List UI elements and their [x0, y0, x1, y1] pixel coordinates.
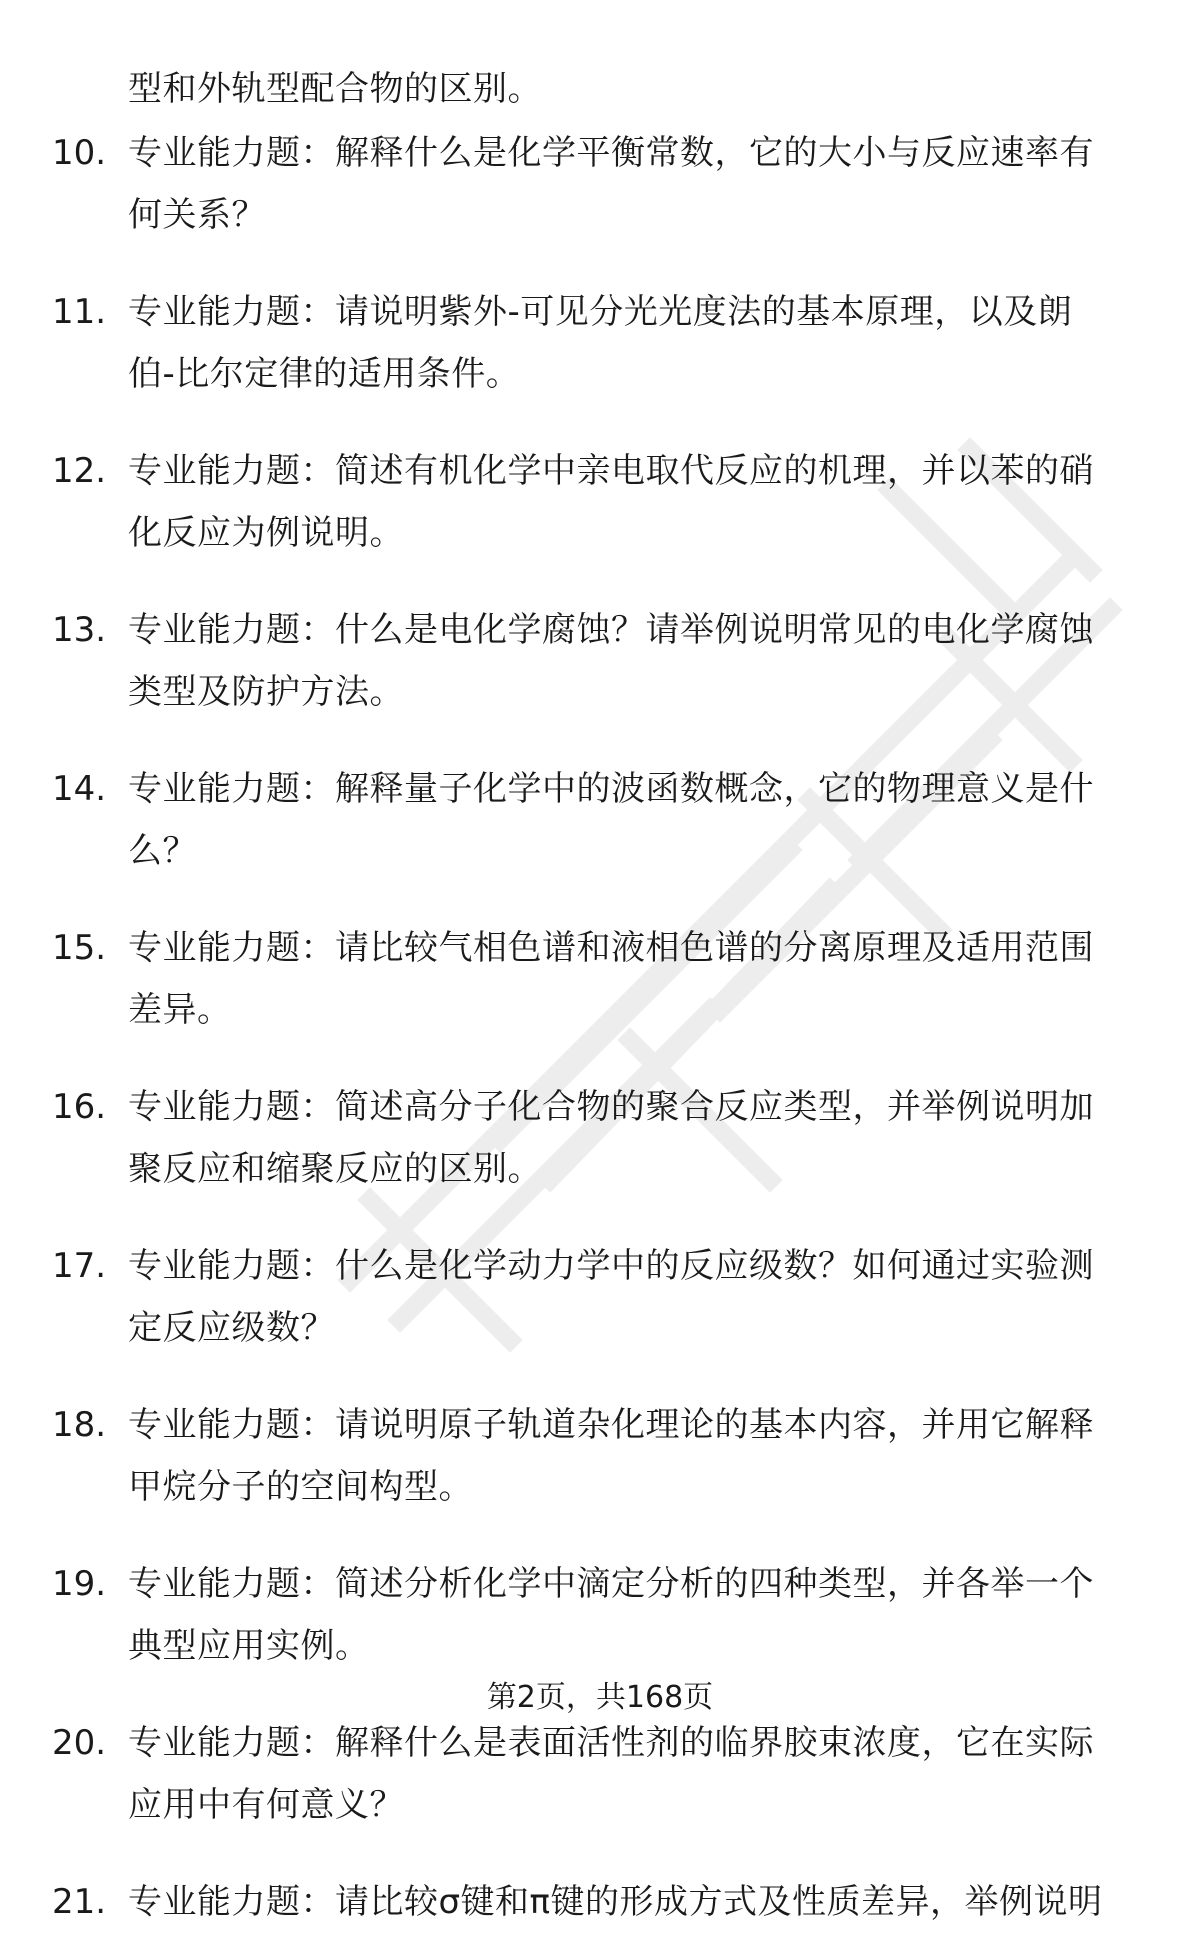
question-text-line: 专业能力题：什么是化学动力学中的反应级数？如何通过实验测	[128, 1246, 1094, 1286]
question-text	[128, 758, 1148, 882]
question-text-line: 甲烷分子的空间构型。	[128, 1467, 473, 1507]
question-number: 15.	[52, 928, 107, 968]
question-number: 19.	[52, 1564, 107, 1604]
question-text-line: 何关系？	[128, 195, 266, 235]
question-text-line: 么？	[128, 831, 197, 871]
question-number: 11.	[52, 292, 107, 332]
question-text	[128, 1394, 1148, 1518]
question-text-line: 专业能力题：简述高分子化合物的聚合反应类型，并举例说明加	[128, 1087, 1094, 1127]
question-number: 14.	[52, 769, 107, 809]
question-number: 20.	[52, 1723, 107, 1763]
question-text-line: 聚反应和缩聚反应的区别。	[128, 1149, 542, 1189]
question-text-line: 差异。	[128, 990, 232, 1030]
question-number: 10.	[52, 133, 107, 173]
page-number-footer: 第2页，共168页	[486, 1680, 714, 1715]
question-text-line: 专业能力题：解释什么是表面活性剂的临界胶束浓度，它在实际	[128, 1723, 1094, 1763]
question-text-line: 专业能力题：解释量子化学中的波函数概念，它的物理意义是什	[128, 769, 1094, 809]
question-text	[128, 599, 1148, 723]
question-text-line: 专业能力题：解释什么是化学平衡常数，它的大小与反应速率有	[128, 133, 1094, 173]
question-text	[128, 917, 1148, 1041]
question-number: 21.	[52, 1882, 107, 1922]
continued-text: 型和外轨型配合物的区别。	[128, 69, 542, 109]
question-text-line: 专业能力题：请说明原子轨道杂化理论的基本内容，并用它解释	[128, 1405, 1094, 1445]
question-text-line: 类型及防护方法。	[128, 672, 404, 712]
question-number: 16.	[52, 1087, 107, 1127]
question-text	[128, 1235, 1148, 1359]
question-text-line: 典型应用实例。	[128, 1626, 370, 1666]
question-text	[128, 1553, 1148, 1677]
question-number: 18.	[52, 1405, 107, 1445]
question-number: 17.	[52, 1246, 107, 1286]
question-text-line: 专业能力题：请比较σ键和π键的形成方式及性质差异，举例说明	[128, 1882, 1103, 1922]
question-text-line: 应用中有何意义？	[128, 1785, 404, 1825]
question-text-line: 化反应为例说明。	[128, 513, 404, 553]
question-text-line: 专业能力题：什么是电化学腐蚀？请举例说明常见的电化学腐蚀	[128, 610, 1094, 650]
question-number: 13.	[52, 610, 107, 650]
question-text-line: 定反应级数？	[128, 1308, 335, 1348]
question-text	[128, 1076, 1148, 1200]
question-number: 12.	[52, 451, 107, 491]
question-text	[128, 281, 1148, 405]
question-text-line: 专业能力题：请说明紫外-可见分光光度法的基本原理，以及朗	[128, 292, 1073, 332]
question-text-line: 专业能力题：简述有机化学中亲电取代反应的机理，并以苯的硝	[128, 451, 1094, 491]
question-text	[128, 1712, 1148, 1836]
question-text	[128, 440, 1148, 564]
question-text-line: 专业能力题：简述分析化学中滴定分析的四种类型，并各举一个	[128, 1564, 1094, 1604]
question-text	[128, 1871, 1148, 1933]
question-text	[128, 122, 1148, 246]
question-text-line: 专业能力题：请比较气相色谱和液相色谱的分离原理及适用范围	[128, 928, 1094, 968]
question-text-line: 伯-比尔定律的适用条件。	[128, 354, 521, 394]
